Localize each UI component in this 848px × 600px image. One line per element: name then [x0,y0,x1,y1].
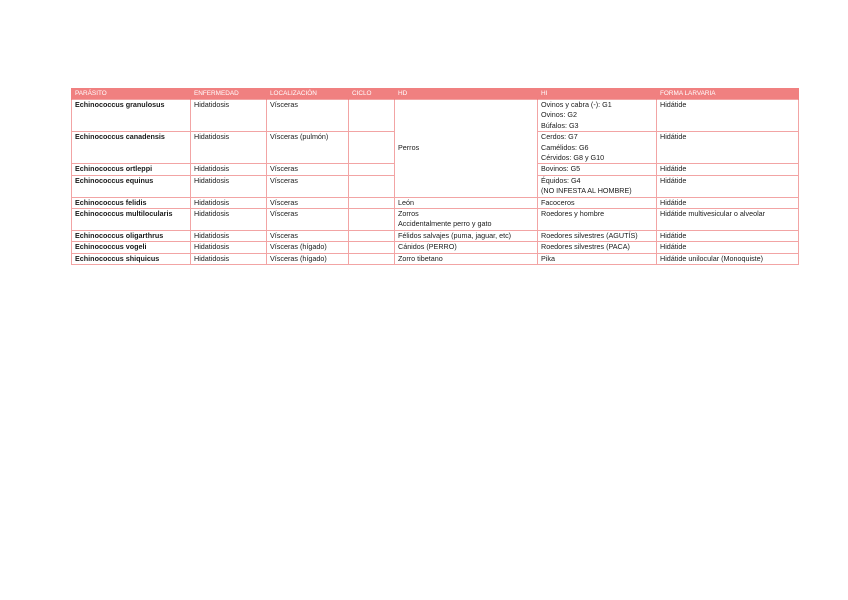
hi-line: Équidos: G4 [541,175,581,185]
cell-hd [395,209,538,231]
cell-forma-larvaria: Hidátide [657,197,799,208]
cell-hd [395,253,538,264]
table-row [72,253,799,264]
cell-localizacion: Vísceras (pulmón) [267,132,349,164]
cell-localizacion: Vísceras [267,164,349,175]
cell-parasito: Echinococcus multilocularis [72,209,191,231]
cell-localizacion: Vísceras (hígado) [267,253,349,264]
cell-ciclo [349,242,395,253]
cell-parasito: Echinococcus oligarthrus [72,230,191,241]
cell-enfermedad: Hidatidosis [191,253,267,264]
cell-forma-larvaria: Hidátide unilocular (Monoquiste) [657,253,799,264]
document-page [71,88,798,265]
echinococcus-table [71,88,799,265]
cell-hi [538,230,657,241]
hi-line: Cerdos: G7 [541,132,578,142]
cell-enfermedad: Hidatidosis [191,164,267,175]
table-row [72,242,799,253]
hd-line: Zorros [398,209,419,219]
hd-line: León [398,197,414,207]
cell-ciclo [349,164,395,175]
header-parasito: PARÁSITO [72,88,191,100]
table-row [72,100,799,132]
cell-parasito: Echinococcus granulosus [72,100,191,132]
hd-line: Zorro tibetano [398,253,443,263]
hi-line: Ovinos y cabra (-): G1 [541,100,612,109]
hd-line: Accidentalmente perro y gato [398,219,492,229]
cell-hi [538,242,657,253]
header-localizacion: LOCALIZACIÓN [267,88,349,100]
cell-localizacion: Vísceras [267,209,349,231]
table-row [72,230,799,241]
cell-hi [538,164,657,175]
cell-forma-larvaria: Hidátide [657,230,799,241]
header-forma-larvaria: FORMA LARVARIA [657,88,799,100]
header-enfermedad: ENFERMEDAD [191,88,267,100]
cell-forma-larvaria: Hidátide [657,132,799,164]
hi-line: Ovinos: G2 [541,110,577,120]
cell-parasito: Echinococcus shiquicus [72,253,191,264]
cell-forma-larvaria: Hidátide multivesicular o alveolar [657,209,799,231]
cell-hi [538,175,657,197]
cell-parasito: Echinococcus canadensis [72,132,191,164]
cell-ciclo [349,230,395,241]
cell-localizacion: Vísceras (hígado) [267,242,349,253]
table-row [72,209,799,231]
cell-hd [395,242,538,253]
hi-line: Camélidos: G6 [541,142,589,152]
hi-line: Roedores silvestres (PACA) [541,242,630,252]
cell-ciclo [349,132,395,164]
cell-hd [395,197,538,208]
cell-localizacion: Vísceras [267,100,349,132]
hi-line: Facoceros [541,197,575,207]
cell-ciclo [349,209,395,231]
cell-localizacion: Vísceras [267,230,349,241]
hi-line: Cérvidos: G8 y G10 [541,153,605,163]
cell-enfermedad: Hidatidosis [191,230,267,241]
table-header-row [72,88,799,100]
cell-enfermedad: Hidatidosis [191,132,267,164]
hi-line: Roedores y hombre [541,209,605,219]
cell-forma-larvaria: Hidátide [657,164,799,175]
cell-ciclo [349,100,395,132]
cell-parasito: Echinococcus felidis [72,197,191,208]
cell-enfermedad: Hidatidosis [191,209,267,231]
cell-enfermedad: Hidatidosis [191,175,267,197]
cell-enfermedad: Hidatidosis [191,197,267,208]
cell-ciclo [349,253,395,264]
cell-ciclo [349,197,395,208]
hd-line: Félidos salvajes (puma, jaguar, etc) [398,230,512,240]
cell-localizacion: Vísceras [267,175,349,197]
cell-hd [395,230,538,241]
hd-line: Cánidos (PERRO) [398,242,457,252]
cell-parasito: Echinococcus equinus [72,175,191,197]
header-ciclo: CICLO [349,88,395,100]
hi-line: Roedores silvestres (AGUTÍS) [541,230,638,240]
cell-forma-larvaria: Hidátide [657,175,799,197]
cell-localizacion: Vísceras [267,197,349,208]
table-row [72,197,799,208]
cell-hi [538,253,657,264]
cell-hi [538,132,657,164]
cell-enfermedad: Hidatidosis [191,100,267,132]
hi-line: Búfalos: G3 [541,120,579,130]
cell-forma-larvaria: Hidátide [657,100,799,132]
cell-hi [538,197,657,208]
cell-parasito: Echinococcus vogeli [72,242,191,253]
cell-parasito: Echinococcus ortleppi [72,164,191,175]
cell-forma-larvaria: Hidátide [657,242,799,253]
header-hi: HI [538,88,657,100]
cell-ciclo [349,175,395,197]
cell-enfermedad: Hidatidosis [191,242,267,253]
hi-line: (NO INFESTA AL HOMBRE) [541,186,632,196]
cell-hi [538,100,657,132]
cell-hd-merged: Perros [395,100,538,198]
header-hd: HD [395,88,538,100]
hi-line: Pika [541,253,555,263]
hi-line: Bovinos: G5 [541,164,581,174]
cell-hi [538,209,657,231]
